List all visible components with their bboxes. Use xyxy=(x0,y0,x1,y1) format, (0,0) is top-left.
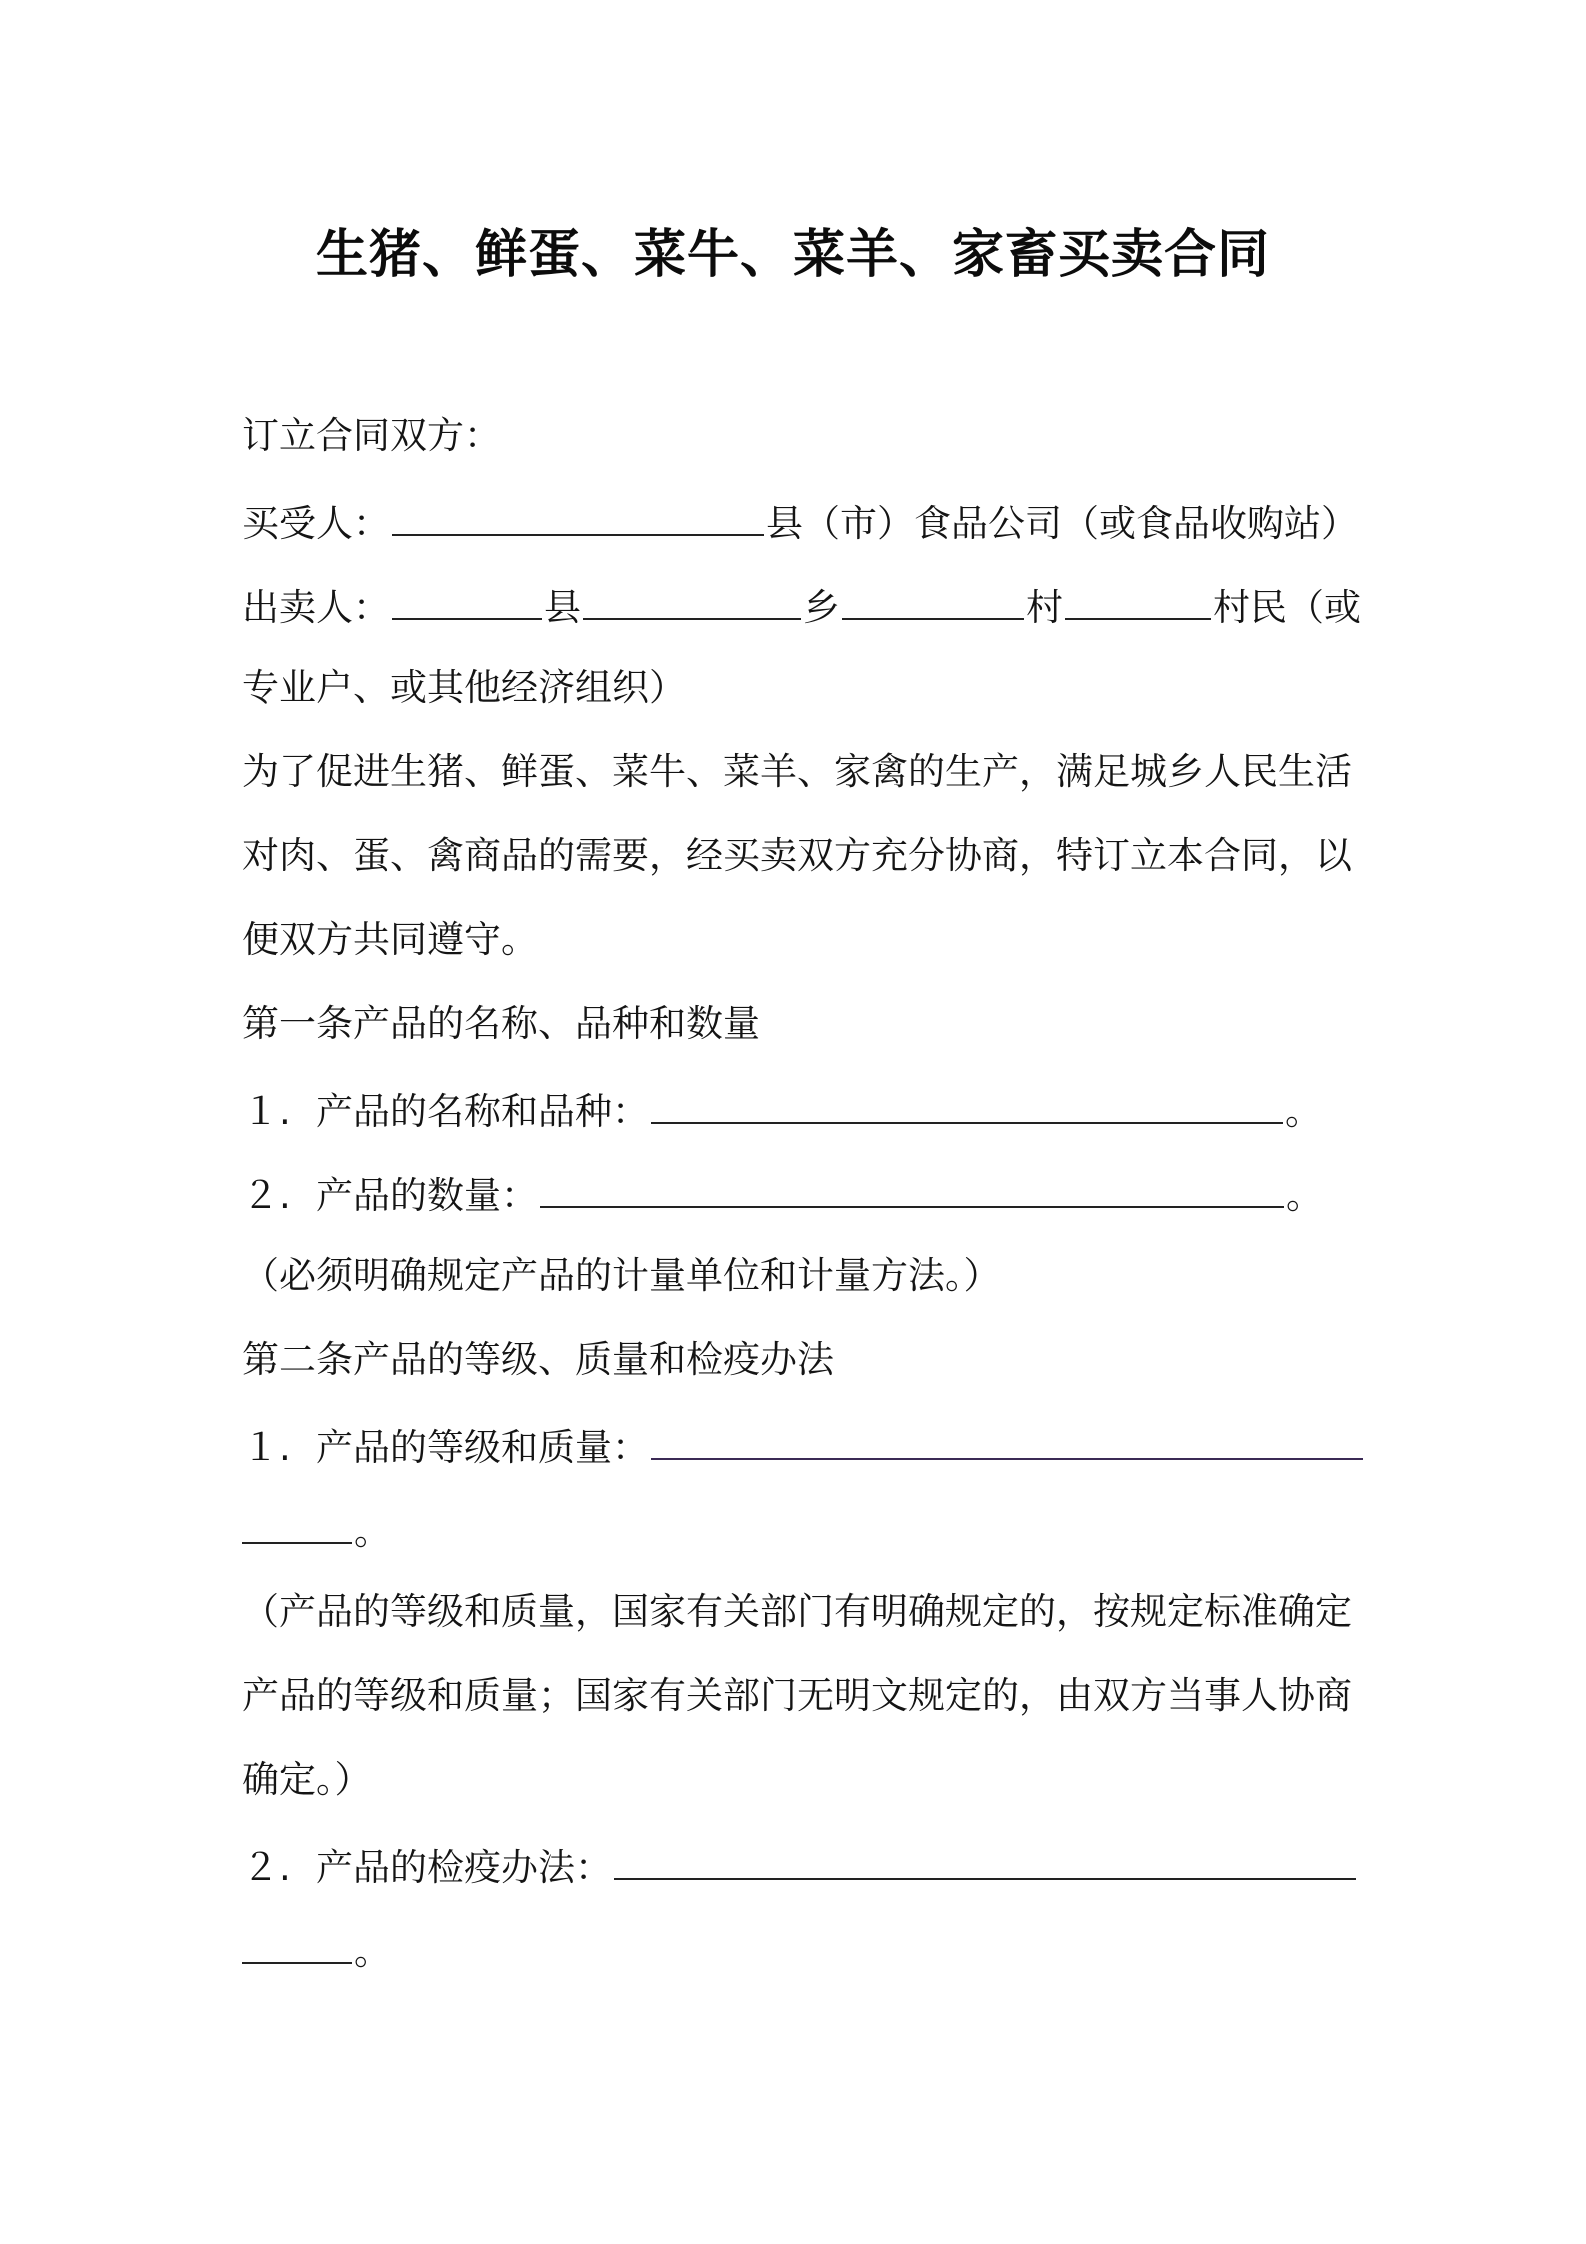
preamble-line-3: 便双方共同遵守。 xyxy=(242,918,538,961)
article2-item1-end: 。 xyxy=(354,1510,391,1553)
article2-note-line-1: （产品的等级和质量，国家有关部门有明确规定的，按规定标准确定 xyxy=(242,1590,1352,1633)
seller-village-label: 村 xyxy=(1026,586,1063,629)
seller-villager-label: 村民（或 xyxy=(1213,586,1361,629)
article1-note: （必须明确规定产品的计量单位和计量方法。） xyxy=(242,1254,1001,1297)
buyer-label: 买受人： xyxy=(242,502,390,545)
article1-item2-label: 产品的数量： xyxy=(316,1174,538,1217)
preamble-line-2: 对肉、蛋、禽商品的需要，经买卖双方充分协商，特订立本合同，以 xyxy=(242,834,1352,877)
quarantine-method-blank xyxy=(614,1838,1356,1880)
article2-item1-label: 产品的等级和质量： xyxy=(316,1426,649,1469)
grade-quality-blank xyxy=(651,1418,1363,1460)
product-quantity-blank xyxy=(540,1166,1284,1208)
article2-item2-continuation xyxy=(242,1922,1360,1974)
seller-township-label: 乡 xyxy=(803,586,840,629)
article2-item2-number: ２. xyxy=(242,1846,291,1889)
parties-heading: 订立合同双方： xyxy=(242,414,501,457)
product-name-blank xyxy=(651,1082,1283,1124)
article2-item2 xyxy=(242,1838,1360,1890)
buyer-suffix: 县（市）食品公司（或食品收购站） xyxy=(766,502,1358,545)
buyer-name-blank xyxy=(392,494,764,536)
seller-label: 出卖人： xyxy=(242,586,390,629)
quarantine-method-blank-continued xyxy=(242,1922,352,1964)
seller-continuation: 专业户、或其他经济组织） xyxy=(242,666,686,709)
article2-item1-continuation xyxy=(242,1502,1360,1554)
article1-item1-label: 产品的名称和品种： xyxy=(316,1090,649,1133)
article1-heading: 第一条产品的名称、品种和数量 xyxy=(242,1002,760,1045)
preamble-line-1: 为了促进生猪、鲜蛋、菜牛、菜羊、家禽的生产，满足城乡人民生活 xyxy=(242,750,1352,793)
seller-township-blank xyxy=(583,578,801,620)
grade-quality-blank-continued xyxy=(242,1502,352,1544)
article2-item2-end: 。 xyxy=(354,1930,391,1973)
page-title: 生猪、鲜蛋、菜牛、菜羊、家畜买卖合同 xyxy=(315,225,1270,285)
article1-item2-end: 。 xyxy=(1286,1174,1323,1217)
seller-county-label: 县 xyxy=(544,586,581,629)
seller-line xyxy=(242,578,1360,630)
buyer-line xyxy=(242,494,1360,546)
article1-item1-end: 。 xyxy=(1285,1090,1322,1133)
article2-note-line-2: 产品的等级和质量；国家有关部门无明文规定的，由双方当事人协商 xyxy=(242,1674,1352,1717)
article1-item1-number: １. xyxy=(242,1090,291,1133)
article2-item1 xyxy=(242,1418,1360,1470)
article2-heading: 第二条产品的等级、质量和检疫办法 xyxy=(242,1338,834,1381)
article2-item2-label: 产品的检疫办法： xyxy=(316,1846,612,1889)
article1-item2-number: ２. xyxy=(242,1174,291,1217)
seller-villager-blank xyxy=(1065,578,1211,620)
article1-item2 xyxy=(242,1166,1360,1218)
seller-county-blank xyxy=(392,578,542,620)
article2-note-line-3: 确定。） xyxy=(242,1758,372,1801)
article1-item1 xyxy=(242,1082,1360,1134)
article2-item1-number: １. xyxy=(242,1426,291,1469)
seller-village-blank xyxy=(842,578,1024,620)
